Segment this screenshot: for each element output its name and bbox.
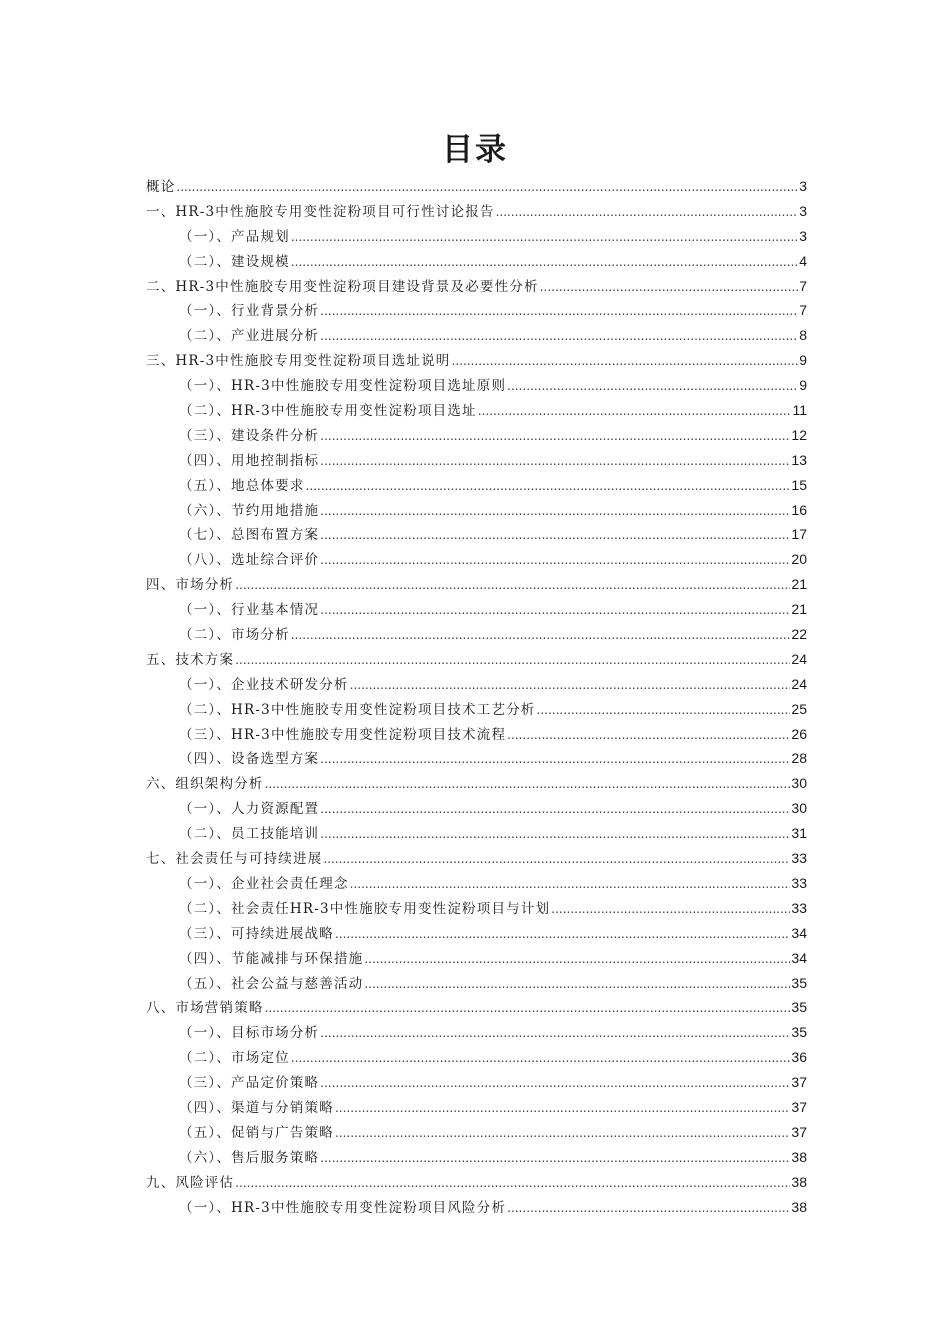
toc-leader-dots <box>507 374 798 399</box>
toc-entry-page-number: 7 <box>799 277 807 294</box>
toc-entry-label: （四）、节能减排与环保措施 <box>179 950 364 967</box>
toc-entry-label: （一）、目标市场分析 <box>179 1025 320 1042</box>
toc-leader-dots <box>320 523 790 548</box>
toc-entry-page-number: 35 <box>791 1024 807 1041</box>
toc-entry[interactable] <box>146 348 807 373</box>
toc-leader-dots <box>320 598 790 623</box>
toc-entry-page-number: 21 <box>791 576 807 593</box>
toc-entry[interactable] <box>146 846 807 871</box>
toc-leader-dots <box>265 996 791 1021</box>
toc-entry-page-number: 36 <box>791 1049 807 1066</box>
toc-entry[interactable] <box>146 821 807 846</box>
toc-entry[interactable] <box>146 1170 807 1195</box>
toc-entry[interactable] <box>146 373 807 398</box>
toc-entry-page-number: 38 <box>791 1173 807 1190</box>
toc-entry[interactable] <box>146 946 807 971</box>
toc-entry-label: 五、技术方案 <box>146 651 235 668</box>
toc-entry-label: （二）、HR-3中性施胶专用变性淀粉项目选址 <box>179 403 477 420</box>
toc-entry-label: 三、HR-3中性施胶专用变性淀粉项目选址说明 <box>146 353 451 370</box>
toc-leader-dots <box>537 698 791 723</box>
toc-entry-page-number: 35 <box>791 974 807 991</box>
toc-leader-dots <box>291 1046 791 1071</box>
toc-entry-page-number: 22 <box>791 626 807 643</box>
toc-entry-label: （三）、可持续进展战略 <box>179 925 334 942</box>
toc-entry[interactable] <box>146 398 807 423</box>
toc-entry-label: （六）、售后服务策略 <box>179 1149 320 1166</box>
toc-entry-page-number: 20 <box>791 551 807 568</box>
toc-title: 目录 <box>442 132 508 168</box>
toc-entry-page-number: 33 <box>791 850 807 867</box>
toc-entry[interactable] <box>146 1045 807 1070</box>
toc-entry[interactable] <box>146 298 807 323</box>
toc-leader-dots <box>335 922 790 947</box>
toc-entry[interactable] <box>146 498 807 523</box>
toc-entry-label: （二）、市场分析 <box>179 627 290 644</box>
toc-entry[interactable] <box>146 547 807 572</box>
toc-entry[interactable] <box>146 199 807 224</box>
toc-entry-page-number: 8 <box>799 327 807 344</box>
toc-leader-dots <box>452 349 799 374</box>
toc-entry-page-number: 24 <box>791 675 807 692</box>
toc-entry[interactable] <box>146 622 807 647</box>
toc-leader-dots <box>551 897 790 922</box>
toc-entry-page-number: 34 <box>791 949 807 966</box>
toc-leader-dots <box>235 573 790 598</box>
toc-entry-page-number: 31 <box>791 825 807 842</box>
toc-entry[interactable] <box>146 249 807 274</box>
toc-leader-dots <box>320 747 790 772</box>
toc-entry[interactable] <box>146 423 807 448</box>
toc-leader-dots <box>320 449 790 474</box>
toc-entry-page-number: 37 <box>791 1098 807 1115</box>
toc-entry-page-number: 33 <box>791 874 807 891</box>
toc-entry-page-number: 24 <box>791 650 807 667</box>
toc-leader-dots <box>320 299 798 324</box>
toc-entry-label: 概论 <box>146 179 176 195</box>
toc-entry-label: （六）、节约用地措施 <box>179 502 320 519</box>
toc-entry-label: 六、组织架构分析 <box>146 776 264 793</box>
toc-entry-page-number: 38 <box>791 1148 807 1165</box>
toc-entry-label: （二）、市场定位 <box>179 1050 290 1067</box>
toc-entry-label: 八、市场营销策略 <box>146 1000 264 1017</box>
toc-entry-page-number: 3 <box>799 178 807 194</box>
toc-leader-dots <box>350 673 791 698</box>
toc-leader-dots <box>320 1071 790 1096</box>
toc-entry[interactable] <box>146 722 807 747</box>
toc-entry-label: （一）、企业社会责任理念 <box>179 875 349 892</box>
toc-leader-dots <box>478 399 792 424</box>
toc-entry[interactable] <box>146 995 807 1020</box>
toc-entry-page-number: 37 <box>791 1074 807 1091</box>
toc-entry[interactable] <box>146 323 807 348</box>
toc-entry-label: （三）、产品定价策略 <box>179 1075 320 1092</box>
toc-entry-label: （一）、HR-3中性施胶专用变性淀粉项目选址原则 <box>179 378 507 395</box>
table-of-contents <box>146 174 807 1219</box>
toc-entry-page-number: 37 <box>791 1123 807 1140</box>
toc-leader-dots <box>320 424 790 449</box>
toc-entry[interactable] <box>146 871 807 896</box>
toc-entry-page-number: 38 <box>791 1198 807 1215</box>
toc-leader-dots <box>291 623 791 648</box>
toc-leader-dots <box>320 499 790 524</box>
toc-leader-dots <box>320 548 790 573</box>
toc-leader-dots <box>323 847 790 872</box>
toc-entry-page-number: 12 <box>791 426 807 443</box>
toc-entry-page-number: 35 <box>791 999 807 1016</box>
toc-entry-label: （一）、产品规划 <box>179 228 290 245</box>
toc-entry[interactable] <box>146 174 807 199</box>
toc-entry-page-number: 3 <box>799 227 807 244</box>
toc-entry[interactable] <box>146 771 807 796</box>
toc-entry[interactable] <box>146 971 807 996</box>
toc-entry[interactable] <box>146 896 807 921</box>
toc-entry[interactable] <box>146 647 807 672</box>
toc-entry-page-number: 7 <box>799 302 807 319</box>
toc-entry[interactable] <box>146 672 807 697</box>
toc-entry[interactable] <box>146 746 807 771</box>
toc-entry[interactable] <box>146 274 807 299</box>
toc-entry-page-number: 34 <box>791 924 807 941</box>
toc-entry-label: （二）、员工技能培训 <box>179 826 320 843</box>
toc-leader-dots <box>320 1146 790 1171</box>
toc-leader-dots <box>364 972 790 997</box>
toc-entry-label: 二、HR-3中性施胶专用变性淀粉项目建设背景及必要性分析 <box>146 278 539 295</box>
toc-entry[interactable] <box>146 1020 807 1045</box>
toc-entry[interactable] <box>146 572 807 597</box>
toc-entry-label: （二）、建设规模 <box>179 253 290 270</box>
toc-entry[interactable] <box>146 522 807 547</box>
toc-leader-dots <box>291 250 798 275</box>
toc-leader-dots <box>335 1096 790 1121</box>
toc-entry[interactable] <box>146 224 807 249</box>
toc-entry-label: （一）、人力资源配置 <box>179 801 320 818</box>
toc-entry[interactable] <box>146 597 807 622</box>
toc-leader-dots <box>496 200 799 225</box>
toc-leader-dots <box>507 723 790 748</box>
toc-entry[interactable] <box>146 473 807 498</box>
toc-entry-page-number: 30 <box>791 775 807 792</box>
toc-entry-label: （四）、用地控制指标 <box>179 452 320 469</box>
toc-entry[interactable] <box>146 1120 807 1145</box>
toc-leader-dots <box>364 947 790 972</box>
toc-leader-dots <box>320 797 790 822</box>
toc-leader-dots <box>320 822 790 847</box>
toc-leader-dots <box>540 275 799 300</box>
toc-leader-dots <box>291 225 798 250</box>
toc-leader-dots <box>507 1196 790 1221</box>
toc-entry-page-number: 26 <box>791 725 807 742</box>
toc-entry-page-number: 9 <box>799 352 807 369</box>
toc-leader-dots <box>306 474 791 499</box>
toc-entry-page-number: 13 <box>791 451 807 468</box>
toc-leader-dots <box>176 175 798 200</box>
toc-entry[interactable] <box>146 697 807 722</box>
toc-entry[interactable] <box>146 448 807 473</box>
toc-entry-label: （一）、行业基本情况 <box>179 602 320 619</box>
toc-entry-label: （四）、设备选型方案 <box>179 751 320 768</box>
toc-entry-label: （三）、HR-3中性施胶专用变性淀粉项目技术流程 <box>179 726 507 743</box>
toc-entry-label: （五）、社会公益与慈善活动 <box>179 975 364 992</box>
toc-entry[interactable] <box>146 796 807 821</box>
toc-leader-dots <box>320 324 798 349</box>
toc-entry-label: 一、HR-3中性施胶专用变性淀粉项目可行性讨论报告 <box>146 203 495 220</box>
toc-leader-dots <box>320 1021 790 1046</box>
toc-entry-label: （四）、渠道与分销策略 <box>179 1099 334 1116</box>
toc-entry-label: 九、风险评估 <box>146 1174 235 1191</box>
toc-entry-page-number: 33 <box>791 899 807 916</box>
toc-entry-page-number: 3 <box>799 202 807 219</box>
toc-entry-label: （二）、产业进展分析 <box>179 328 320 345</box>
toc-entry-label: （五）、地总体要求 <box>179 477 305 494</box>
toc-leader-dots <box>265 772 791 797</box>
toc-entry-page-number: 25 <box>791 700 807 717</box>
toc-entry-label: （一）、行业背景分析 <box>179 303 320 320</box>
toc-entry-label: 七、社会责任与可持续进展 <box>146 851 323 868</box>
toc-entry[interactable] <box>146 921 807 946</box>
toc-entry-label: （二）、HR-3中性施胶专用变性淀粉项目技术工艺分析 <box>179 701 536 718</box>
toc-entry-label: （三）、建设条件分析 <box>179 427 320 444</box>
toc-entry-page-number: 11 <box>792 402 807 419</box>
toc-leader-dots <box>235 648 790 673</box>
toc-entry-page-number: 30 <box>791 800 807 817</box>
toc-entry-page-number: 9 <box>799 377 807 394</box>
toc-entry-page-number: 17 <box>791 526 807 543</box>
toc-entry-label: 四、市场分析 <box>146 577 235 594</box>
toc-entry-page-number: 4 <box>799 252 807 269</box>
toc-entry-page-number: 15 <box>791 476 807 493</box>
toc-entry-label: （一）、HR-3中性施胶专用变性淀粉项目风险分析 <box>179 1199 507 1216</box>
toc-entry-page-number: 28 <box>791 750 807 767</box>
toc-entry[interactable] <box>146 1095 807 1120</box>
toc-entry[interactable] <box>146 1195 807 1220</box>
toc-leader-dots <box>235 1171 790 1196</box>
toc-entry[interactable] <box>146 1070 807 1095</box>
toc-entry[interactable] <box>146 1145 807 1170</box>
toc-entry-label: （一）、企业技术研发分析 <box>179 676 349 693</box>
toc-entry-label: （八）、选址综合评价 <box>179 552 320 569</box>
toc-leader-dots <box>335 1121 790 1146</box>
toc-leader-dots <box>350 872 791 897</box>
toc-entry-label: （七）、总图布置方案 <box>179 527 320 544</box>
toc-entry-page-number: 21 <box>791 601 807 618</box>
toc-entry-label: （二）、社会责任HR-3中性施胶专用变性淀粉项目与计划 <box>179 900 551 917</box>
toc-entry-label: （五）、促销与广告策略 <box>179 1124 334 1141</box>
toc-entry-page-number: 16 <box>791 501 807 518</box>
